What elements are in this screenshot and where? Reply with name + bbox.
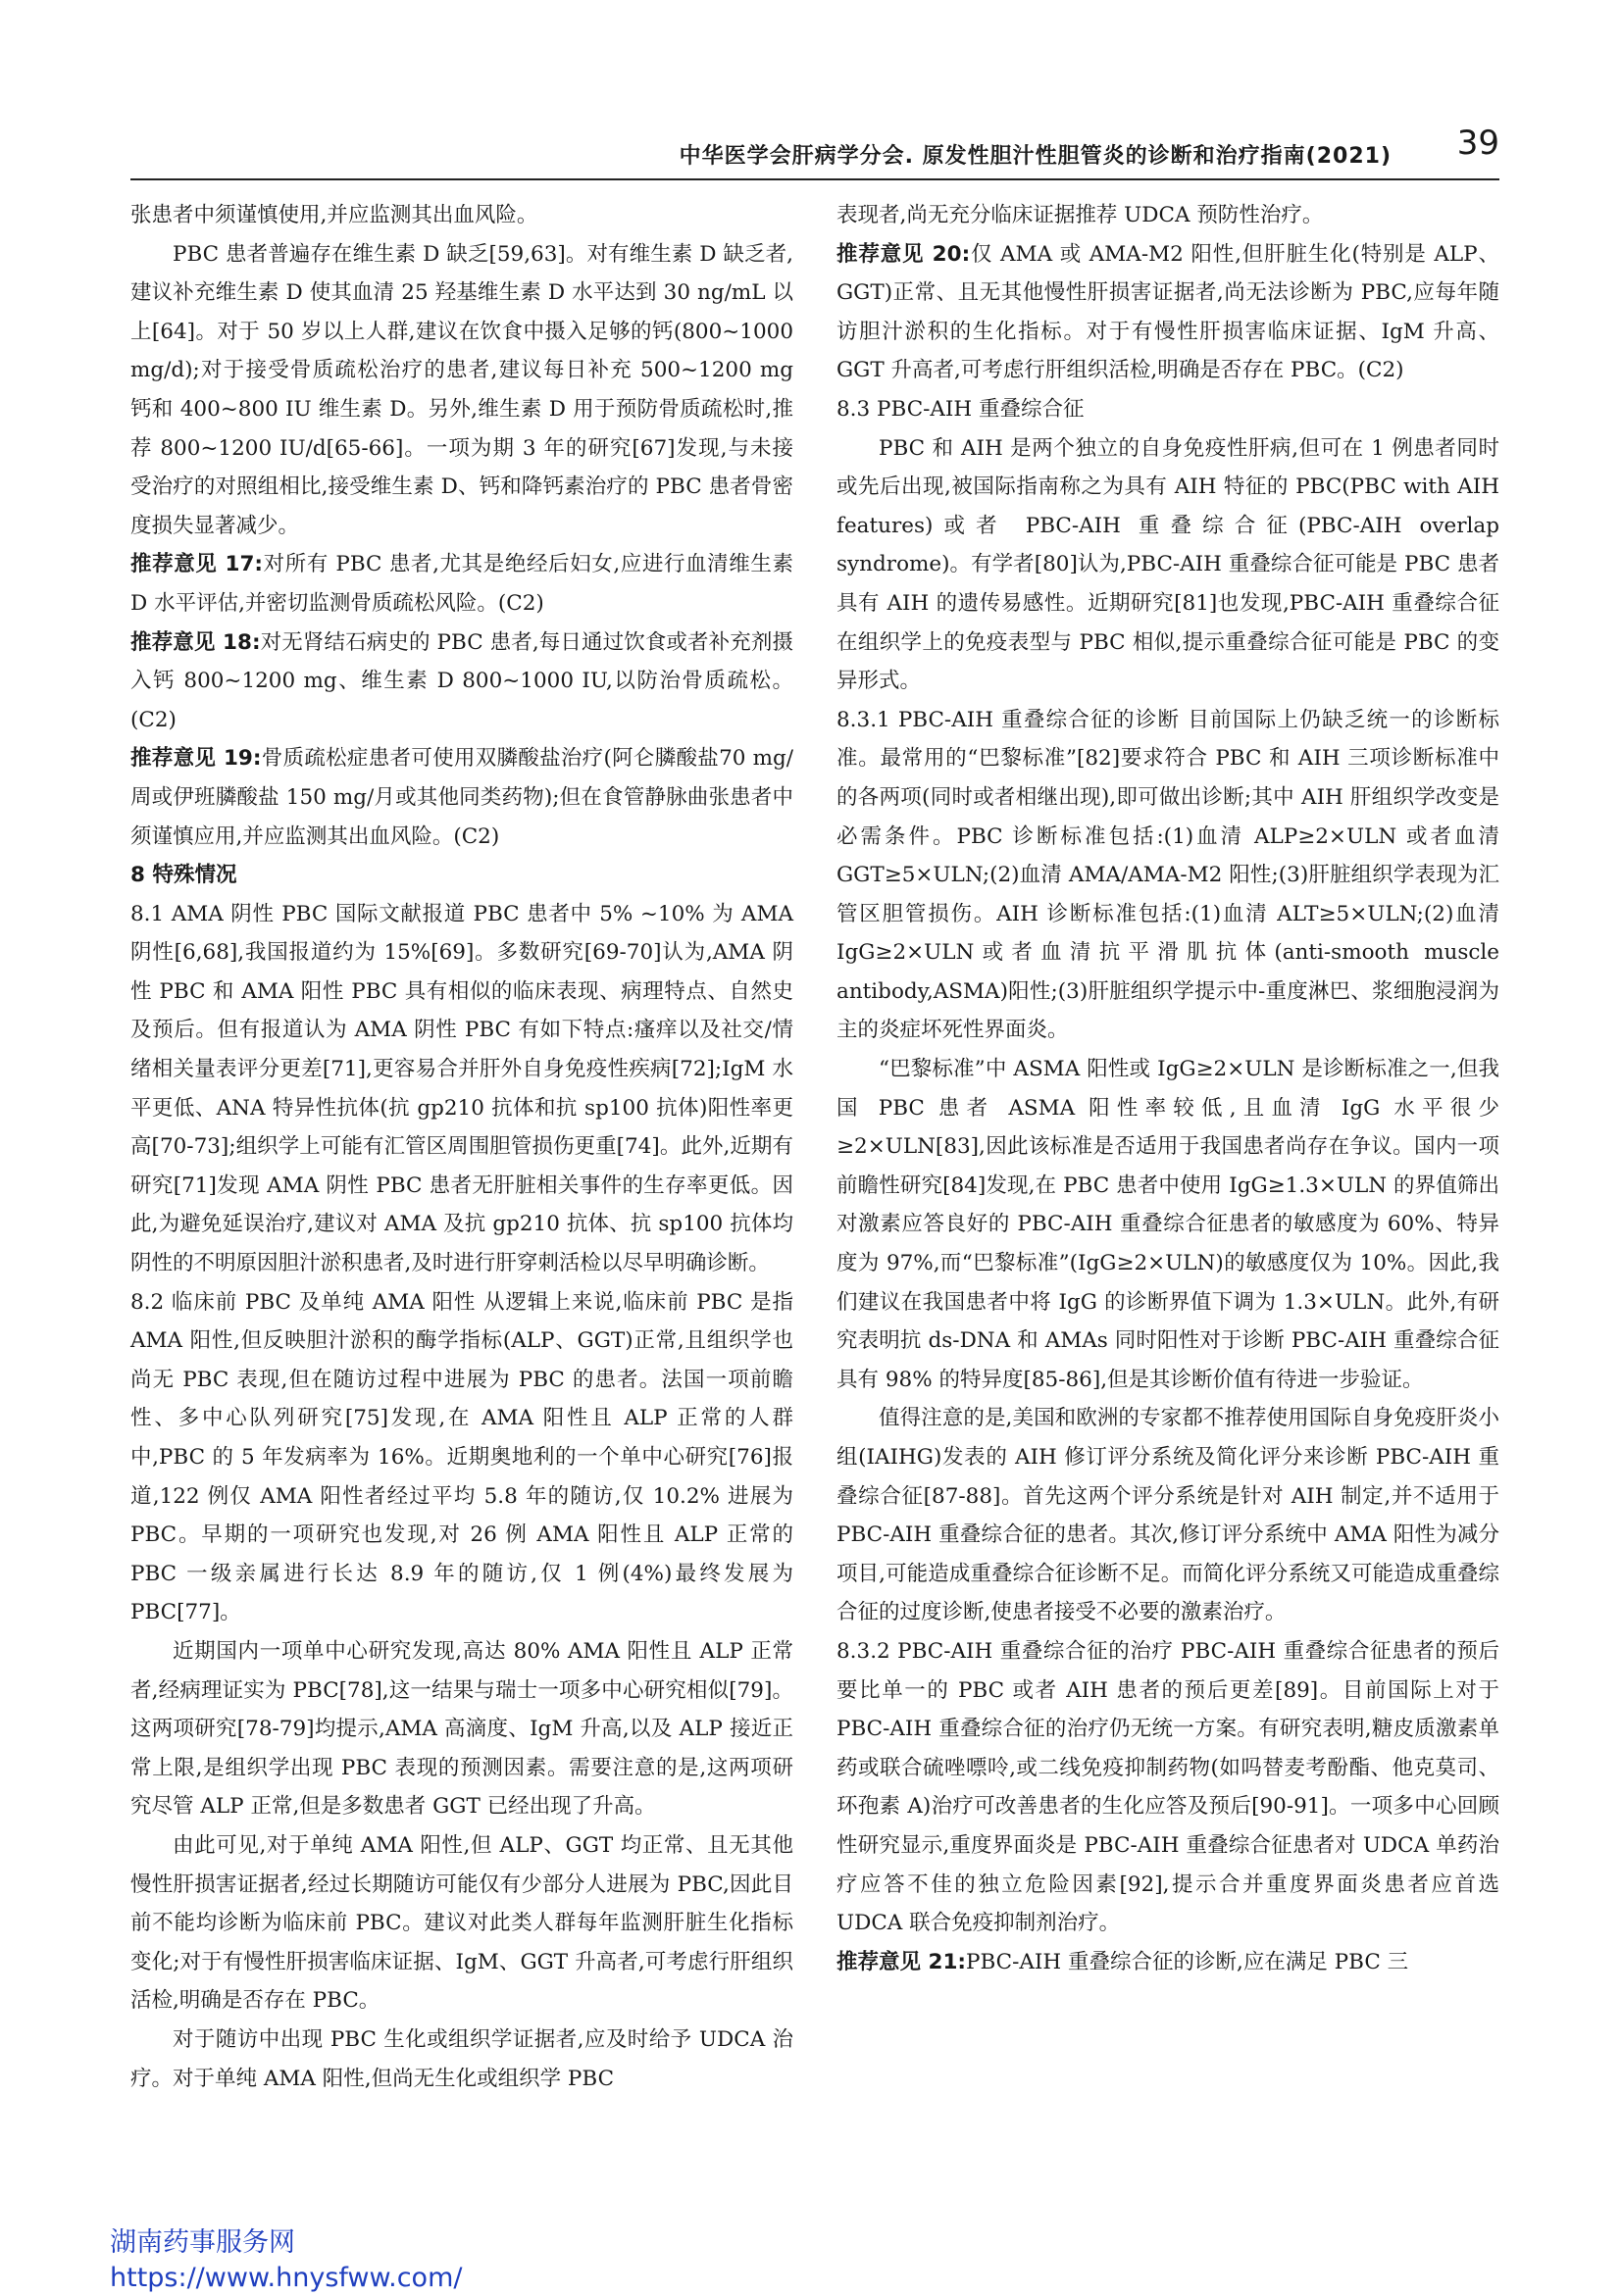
footer-site-name: 湖南药事服务网	[110, 2227, 295, 2258]
recommendation-label: 推荐意见 19:	[130, 746, 262, 772]
recommendation-text: PBC-AIH 重叠综合征的诊断,应在满足 PBC 三	[966, 1949, 1409, 1974]
recommendation-label: 推荐意见 18:	[130, 629, 261, 655]
recommendation	[130, 739, 793, 856]
paragraph: 值得注意的是,美国和欧洲的专家都不推荐使用国际自身免疫肝炎小组(IAIHG)发表的 AIH 修订评分系统及简化评分来诊断 PBC-AIH 重叠综合征[87-88]。首先这两个评分系统是针对 AIH 制定,并不适用于 PBC-AIH 重叠综合征的患者。其次,修订评分系统中 AMA 阳性为减分项目,可能造成重叠综合征诊断不足。而简化评分系统又可能造成重叠综合征的过度诊断,使患者接受不必要的激素治疗。	[836, 1406, 1499, 1625]
paragraph: 8.2 临床前 PBC 及单纯 AMA 阳性 从逻辑上来说,临床前 PBC 是指 AMA 阳性,但反映胆汁淤积的酶学指标(ALP、GGT)正常,且组织学也尚无 PBC 表现,但在随访过程中进展为 PBC 的患者。法国一项前瞻性、多中心队列研究[75]发现,在 AMA 阳性且 ALP 正常的人群中,PBC 的 5 年发病率为 16%。近期奥地利的一个单中心研究[76]报道,122 例仅 AMA 阳性者经过平均 5.8 年的随访,仅 10.2% 进展为 PBC。早期的一项研究也发现,对 26 例 AMA 阳性且 ALP 正常的 PBC 一级亲属进行长达 8.9 年的随访,仅 1 例(4%)最终发展为 PBC[77]。	[130, 1289, 793, 1625]
recommendation	[130, 624, 793, 740]
recommendation-label: 推荐意见 20:	[836, 241, 971, 267]
recommendation-label: 推荐意见 21:	[836, 1949, 967, 1974]
footer-watermark	[110, 2225, 462, 2296]
recommendation	[130, 545, 793, 623]
right-column	[836, 196, 1499, 1981]
paragraph: 张患者中须谨慎使用,并应监测其出血风险。	[130, 203, 538, 227]
paragraph: 对于随访中出现 PBC 生化或组织学证据者,应及时给予 UDCA 治疗。对于单纯 AMA 阳性,但尚无生化或组织学 PBC	[130, 2026, 793, 2091]
paragraph: 近期国内一项单中心研究发现,高达 80% AMA 阳性且 ALP 正常者,经病理证实为 PBC[78],这一结果与瑞士一项多中心研究相似[79]。这两项研究[78-79]均提示,AMA 高滴度、IgM 升高,以及 ALP 接近正常上限,是组织学出现 PBC 表现的预测因素。需要注意的是,这两项研究尽管 ALP 正常,但是多数患者 GGT 已经出现了升高。	[130, 1638, 793, 1820]
paragraph: PBC 和 AIH 是两个独立的自身免疫性肝病,但可在 1 例患者同时或先后出现,被国际指南称之为具有 AIH 特征的 PBC(PBC with AIH features)或者 PBC-AIH 重叠综合征(PBC-AIH overlap syndrome)。有学者[80]认为,PBC-AIH 重叠综合征可能是 PBC 患者具有 AIH 的遗传易感性。近期研究[81]也发现,PBC-AIH 重叠综合征在组织学上的免疫表型与 PBC 相似,提示重叠综合征可能是 PBC 的变异形式。	[836, 435, 1499, 694]
running-title: 中华医学会肝病学分会. 原发性胆汁性胆管炎的诊断和治疗指南(2021)	[679, 144, 1392, 169]
paragraph: 8.3.1 PBC-AIH 重叠综合征的诊断 目前国际上仍缺乏统一的诊断标准。最常用的“巴黎标准”[82]要求符合 PBC 和 AIH 三项诊断标准中的各两项(同时或者相继出现),即可做出诊断;其中 AIH 肝组织学改变是必需条件。PBC 诊断标准包括:(1)血清 ALP≥2×ULN 或者血清 GGT≥5×ULN;(2)血清 AMA/AMA-M2 阳性;(3)肝脏组织学表现为汇管区胆管损伤。AIH 诊断标准包括:(1)血清 ALT≥5×ULN;(2)血清 IgG≥2×ULN或者血清抗平滑肌抗体(anti-smooth muscle antibody,ASMA)阳性;(3)肝脏组织学提示中-重度淋巴、浆细胞浸润为主的炎症坏死性界面炎。	[836, 707, 1499, 1043]
section-heading: 8 特殊情况	[130, 863, 237, 888]
page-number: 39	[1456, 124, 1499, 163]
paragraph: 8.3.2 PBC-AIH 重叠综合征的治疗 PBC-AIH 重叠综合征患者的预后要比单一的 PBC 或者 AIH 患者的预后更差[89]。目前国际上对于 PBC-AIH 重叠综合征的治疗仍无统一方案。有研究表明,糖皮质激素单药或联合硫唑嘌呤,或二线免疫抑制药物(如吗替麦考酚酯、他克莫司、环孢素 A)治疗可改善患者的生化应答及预后[90-91]。一项多中心回顾性研究显示,重度界面炎是 PBC-AIH 重叠综合征患者对 UDCA 单药治疗应答不佳的独立危险因素[92],提示合并重度界面炎患者应首选 UDCA 联合免疫抑制剂治疗。	[836, 1638, 1499, 1936]
recommendation-text: 对所有 PBC 患者,尤其是绝经后妇女,应进行血清维生素 D 水平评估,并密切监测骨质疏松风险。(C2)	[130, 552, 793, 616]
recommendation-text: 仅 AMA 或 AMA-M2 阳性,但肝脏生化(特别是 ALP、GGT)正常、且无其他慢性肝损害证据者,尚无法诊断为 PBC,应每年随访胆汁淤积的生化指标。对于有慢性肝损害临床证据、IgM 升高、GGT 升高者,可考虑行肝组织活检,明确是否存在 PBC。(C2)	[836, 241, 1499, 383]
recommendation	[836, 1943, 1499, 1982]
paragraph: 8.3 PBC-AIH 重叠综合征	[836, 396, 1085, 422]
paragraph: 8.1 AMA 阴性 PBC 国际文献报道 PBC 患者中 5% ~10% 为 AMA 阴性[6,68],我国报道约为 15%[69]。多数研究[69-70]认为,AMA 阴性 PBC 和 AMA 阳性 PBC 具有相似的临床表现、病理特点、自然史及预后。但有报道认为 AMA 阴性 PBC 有如下特点:瘙痒以及社交/情绪相关量表评分更差[71],更容易合并肝外自身免疫性疾病[72];IgM 水平更低、ANA 特异性抗体(抗 gp210 抗体和抗 sp100 抗体)阳性率更高[70-73];组织学上可能有汇管区周围胆管损伤更重[74]。此外,近期有研究[71]发现 AMA 阴性 PBC 患者无肝脏相关事件的生存率更低。因此,为避免延误治疗,建议对 AMA 及抗 gp210 抗体、抗 sp100 抗体均阴性的不明原因胆汁淤积患者,及时进行肝穿刺活检以尽早明确诊断。	[130, 901, 793, 1276]
header-rule	[130, 178, 1499, 180]
recommendation-label: 推荐意见 17:	[130, 552, 264, 577]
paragraph: “巴黎标准”中 ASMA 阳性或 IgG≥2×ULN 是诊断标准之一,但我国 PBC 患者 ASMA 阳性率较低,且血清 IgG 水平很少≥2×ULN[83],因此该标准是否适用于我国患者尚存在争议。国内一项前瞻性研究[84]发现,在 PBC 患者中使用 IgG≥1.3×ULN 的界值筛出对激素应答良好的 PBC-AIH 重叠综合征患者的敏感度为 60%、特异度为 97%,而“巴黎标准”(IgG≥2×ULN)的敏感度仅为 10%。因此,我们建议在我国患者中将 IgG 的诊断界值下调为 1.3×ULN。此外,有研究表明抗 ds-DNA 和 AMAs 同时阳性对于诊断 PBC-AIH 重叠综合征具有 98% 的特异度[85-86],但是其诊断价值有待进一步验证。	[836, 1057, 1499, 1392]
paragraph: 表现者,尚无充分临床证据推荐 UDCA 预防性治疗。	[836, 203, 1324, 227]
footer-site-url[interactable]: https://www.hnysfww.com/	[110, 2263, 463, 2293]
recommendation-text: 骨质疏松症患者可使用双膦酸盐治疗(阿仑膦酸盐70 mg/周或伊班膦酸盐 150 mg/月或其他同类药物);但在食管静脉曲张患者中须谨慎应用,并应监测其出血风险。(C2)	[130, 746, 793, 849]
page-header	[130, 124, 1499, 176]
recommendation-text: 对无肾结石病史的 PBC 患者,每日通过饮食或者补充剂摄入钙 800~1200 mg、维生素 D 800~1000 IU,以防治骨质疏松。(C2)	[130, 629, 793, 732]
paragraph: PBC 患者普遍存在维生素 D 缺乏[59,63]。对有维生素 D 缺乏者,建议补充维生素 D 使其血清 25 羟基维生素 D 水平达到 30 ng/mL 以上[64]。对于 50 岁以上人群,建议在饮食中摄入足够的钙(800~1000 mg/d);对于接受骨质疏松治疗的患者,建议每日补充 500~1200 mg 钙和 400~800 IU 维生素 D。另外,维生素 D 用于预防骨质疏松时,推荐 800~1200 IU/d[65-66]。一项为期 3 年的研究[67]发现,与未接受治疗的对照组相比,接受维生素 D、钙和降钙素治疗的 PBC 患者骨密度损失显著减少。	[130, 241, 793, 538]
recommendation	[836, 235, 1499, 390]
paragraph: 由此可见,对于单纯 AMA 阳性,但 ALP、GGT 均正常、且无其他慢性肝损害证据者,经过长期随访可能仅有少部分人进展为 PBC,因此目前不能均诊断为临床前 PBC。建议对此类人群每年监测肝脏生化指标变化;对于有慢性肝损害临床证据、IgM、GGT 升高者,可考虑行肝组织活检,明确是否存在 PBC。	[130, 1832, 793, 2014]
left-column	[130, 196, 793, 2098]
